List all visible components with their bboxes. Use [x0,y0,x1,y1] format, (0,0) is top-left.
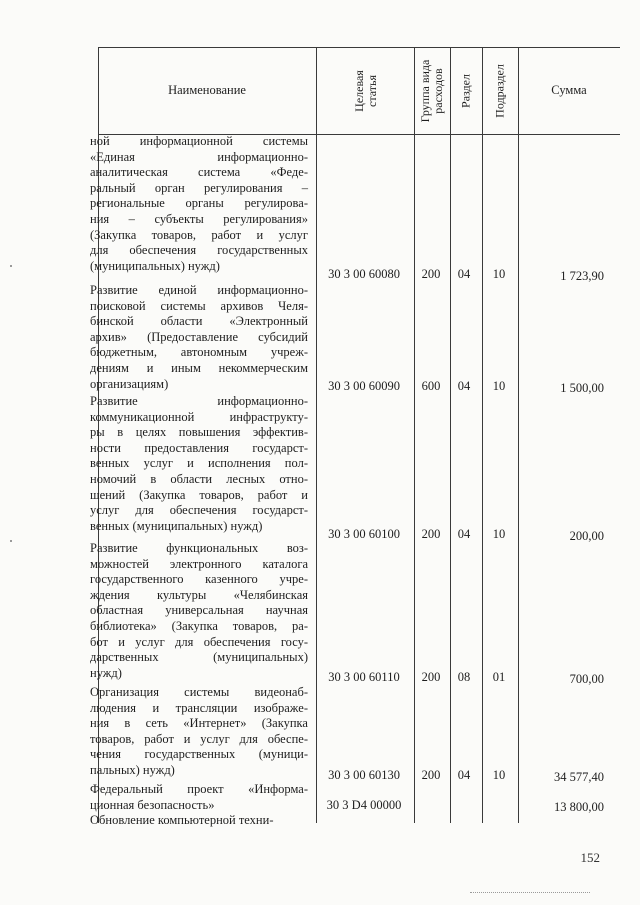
row-text-line: можностей электронного каталога [90,556,308,571]
row-text-line: людения и трансляции изображе- [90,700,308,715]
subsection-code: 10 [492,379,506,393]
table-row-name [90,685,308,779]
sum-value: 200,00 [569,529,604,543]
page-number: 152 [580,850,600,865]
row-text-line: аналитическая система «Феде- [90,165,308,180]
table-row-name [90,394,308,534]
table-row-name [90,134,308,274]
header-sum: Сумма [551,83,587,97]
row-text-line: (муниципальных) нужд) [90,258,220,273]
margin-speck [10,265,12,267]
row-text-line: номочий в области лесных отно- [90,471,308,486]
bottom-scan-mark [470,892,590,895]
target-article-code: 30 3 D4 00000 [326,798,402,812]
margin-speck [10,540,12,542]
row-text-line: ния в сеть «Интернет» (Закупка [90,716,308,731]
row-text-line: Развитие единой информационно- [90,283,308,297]
row-text-line: венных (муниципальных) нужд) [90,518,263,533]
row-text-line: венных услуг и исполнения пол- [90,456,308,471]
table-row-name [90,813,308,829]
row-text-line: (Закупка товаров, работ и услуг [90,227,308,242]
row-text-line: библиотека» (Закупка товаров, ра- [90,618,308,633]
expense-group-code: 200 [421,267,441,281]
sum-value: 700,00 [569,672,604,686]
expense-group-code: 200 [421,768,441,782]
section-code: 04 [457,768,471,782]
expense-group-code: 200 [421,670,441,684]
target-article-code: 30 3 00 60090 [328,379,400,393]
row-text-line: ной информационной системы [90,134,308,148]
expense-group-code: 200 [421,527,441,541]
header-name: Наименование [168,83,246,97]
row-text-line: организациям) [90,376,169,391]
subsection-code: 01 [492,670,506,684]
row-text-line: бинской области «Электронный [90,314,308,329]
row-text-line: услуг для обеспечения государст- [90,503,308,518]
row-text-line: ральный орган регулирования – [90,180,308,195]
target-article-code: 30 3 00 60080 [328,267,400,281]
row-text-line: ждения культуры «Челябинская [90,587,308,602]
sum-value: 13 800,00 [554,800,604,814]
row-text-line: Развитие функциональных воз- [90,541,308,555]
subsection-code: 10 [492,768,506,782]
sum-value: 1 723,90 [560,269,604,283]
row-text-line: архив» (Предоставление субсидий [90,329,308,344]
row-text-line: бот и услуг для обеспечения госу- [90,634,308,649]
row-text-line: Развитие информационно- [90,394,308,408]
target-article-code: 30 3 00 60130 [328,768,400,782]
row-text-line: для обеспечения государственных [90,243,308,258]
section-code: 08 [457,670,471,684]
row-text-line: дениям и иным некоммерческим [90,360,308,375]
header-section: Раздел [458,74,473,108]
row-text-line: ционная безопасность» [90,797,215,812]
row-text-line: областная универсальная научная [90,603,308,618]
row-text-line: Федеральный проект «Информа- [90,782,308,796]
row-text-line: коммуникационной инфраструкту- [90,409,308,424]
header-subsection: Подраздел [492,64,507,118]
row-text-line: нужд) [90,665,122,680]
row-text-line: бюджетным, автономным учреж- [90,345,308,360]
row-text-line: «Единая информационно- [90,149,308,164]
row-text-line: ры в целях повышения эффектив- [90,425,308,440]
row-text-line: Обновление компьютерной техни- [90,813,274,827]
expense-group-code: 600 [421,379,441,393]
row-text-line: пальных) нужд) [90,762,175,777]
table-row-name [90,283,308,392]
target-article-code: 30 3 00 60100 [328,527,400,541]
target-article-code: 30 3 00 60110 [328,670,400,684]
row-text-line: государственного казенного учре- [90,572,308,587]
sum-value: 34 577,40 [554,770,604,784]
row-text-line: товаров, работ и услуг для обеспе- [90,731,308,746]
subsection-code: 10 [492,527,506,541]
header-target-article: Целевая статья [352,70,379,112]
row-text-line: ния – субъекты регулирования» [90,211,308,226]
table-row-name [90,541,308,681]
row-text-line: региональные органы регулирова- [90,196,308,211]
row-text-line: шений (Закупка товаров, работ и [90,487,308,502]
row-text-line: поисковой системы архивов Челя- [90,298,308,313]
row-text-line: дарственных (муниципальных) [90,650,308,665]
row-text-line: Организация системы видеонаб- [90,685,308,699]
header-expense-group: Группа вида расходов [418,59,445,123]
subsection-code: 10 [492,267,506,281]
section-code: 04 [457,527,471,541]
section-code: 04 [457,379,471,393]
row-text-line: чения государственных (муници- [90,747,308,762]
sum-value: 1 500,00 [560,381,604,395]
table-row-name [90,782,308,813]
row-text-line: ности предоставления государст- [90,440,308,455]
section-code: 04 [457,267,471,281]
